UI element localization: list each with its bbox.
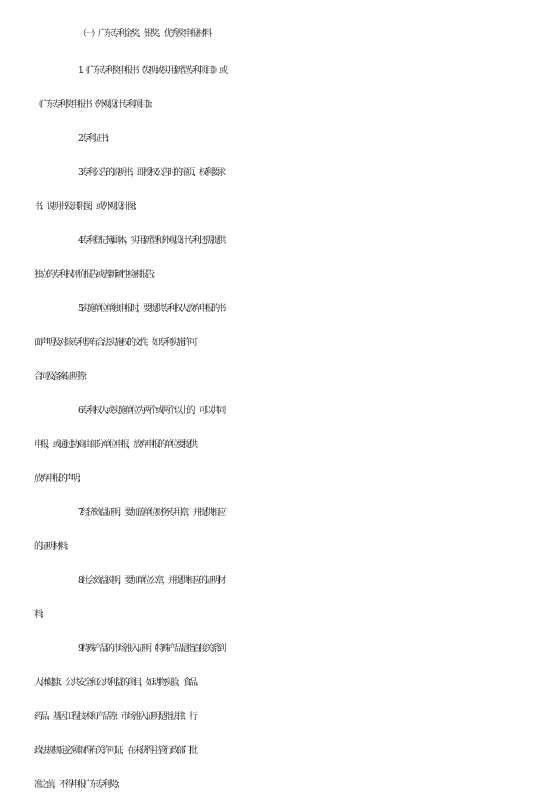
item-6-line-1: 6.专利权人或实施单位为两个或两个以上的，可以共同 <box>78 406 224 416</box>
item-1-line-1: 1.《广东专利奖申报书（发明或实用新型专利项目）》或 <box>78 66 226 76</box>
item-4-line-1: 4.专利登记簿副本，实用新型和外观设计专利还需提供 <box>78 236 224 246</box>
item-8-line-2: 料； <box>34 610 47 620</box>
item-6-line-2: 申报，或通过协商由部分单位申报，放弃申报的单位要提供 <box>34 440 196 450</box>
item-9-line-2: 人体健康、公共安全和公共利益的项目，如动物实验、食品、 <box>34 678 202 688</box>
item-9-line-3: 药品、基因工程技术和产品等；市场准入证明是指法律、行 <box>34 712 196 722</box>
item-8-line-1: 8.社会效益说明，要加单位公章，并提供相应的证明材 <box>78 576 224 586</box>
item-9-line-5: 准之前，不得申报广东专利奖）； <box>34 780 123 790</box>
item-2-line-1: 2.专利证书； <box>78 134 112 144</box>
item-6-line-3: 放弃申报的声明； <box>34 474 84 484</box>
item-3-line-2: 书、说明书及其附图，或外观设计图； <box>34 202 140 212</box>
item-1-line-2: 《广东专利奖申报书（外观设计专利项目）》； <box>34 100 156 110</box>
item-7-line-1: 7.经济效益证明，要加盖单位财务专用章，并提供相应 <box>78 508 224 518</box>
item-9-line-4: 政法规规定必须取得有关许可证，在未获得主管行政部门批 <box>34 746 196 756</box>
item-4-line-2: 独立的专利权评价报告或者新颖性检索报告； <box>34 270 159 280</box>
item-5-line-1: 5.实施单位单独申报时，要提供专利权人放弃申报的书 <box>78 304 224 314</box>
item-7-line-2: 的证明材料； <box>34 542 72 552</box>
item-3-line-1: 3.专利公告的说明书，即授权公告时的扉页、权利要求 <box>78 168 224 178</box>
item-5-line-2: 面声明及对该专利享有合法实施权的文件，如专利实施许可 <box>34 338 196 348</box>
item-9-line-1: 9.特殊产品的市场准入证明（特殊产品是指直接关系到 <box>78 644 224 654</box>
item-5-line-3: 合同及备案证明等； <box>34 372 90 382</box>
section-heading: （一）广东专利金奖、银奖、优秀奖申报材料 <box>78 29 211 39</box>
